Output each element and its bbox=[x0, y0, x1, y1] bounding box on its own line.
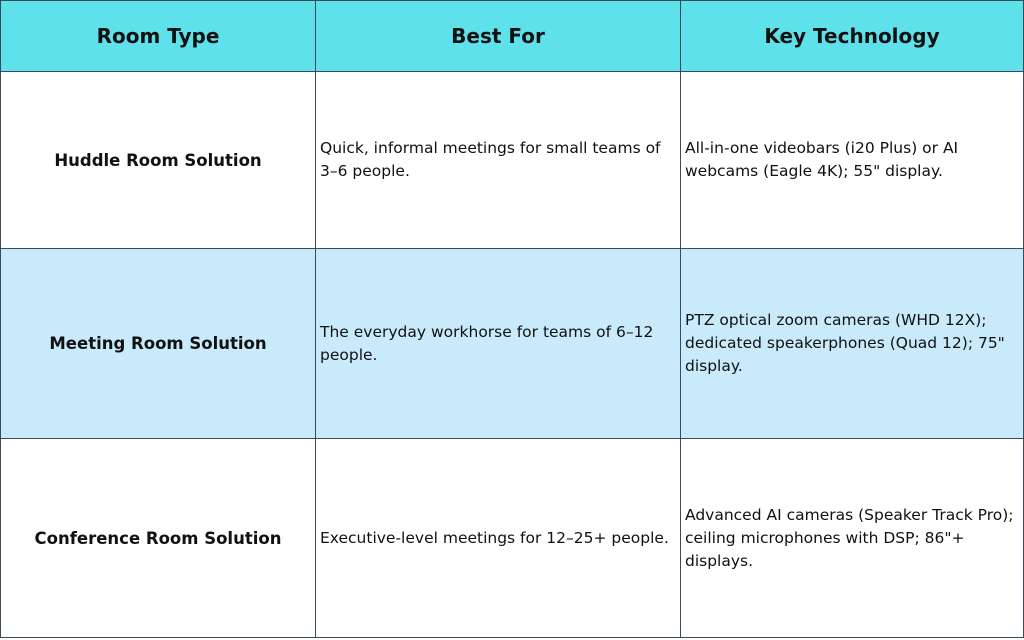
table-header bbox=[1, 1, 1024, 72]
best-for-cell: The everyday workhorse for teams of 6–12 people. bbox=[316, 249, 681, 439]
key-technology-cell: All-in-one videobars (i20 Plus) or AI webcams (Eagle 4K); 55" display. bbox=[681, 72, 1024, 249]
header-key-technology: Key Technology bbox=[681, 1, 1024, 72]
table-body bbox=[1, 72, 1024, 638]
room-type-cell: Huddle Room Solution bbox=[1, 72, 316, 249]
room-type-cell: Conference Room Solution bbox=[1, 439, 316, 638]
table-row bbox=[1, 72, 1024, 249]
key-technology-cell: Advanced AI cameras (Speaker Track Pro); ceiling microphones with DSP; 86"+ displays. bbox=[681, 439, 1024, 638]
key-technology-cell: PTZ optical zoom cameras (WHD 12X); dedicated speakerphones (Quad 12); 75" display. bbox=[681, 249, 1024, 439]
table-row bbox=[1, 249, 1024, 439]
room-type-cell: Meeting Room Solution bbox=[1, 249, 316, 439]
best-for-cell: Quick, informal meetings for small teams of 3–6 people. bbox=[316, 72, 681, 249]
best-for-cell: Executive-level meetings for 12–25+ people. bbox=[316, 439, 681, 638]
header-room-type: Room Type bbox=[1, 1, 316, 72]
table-row bbox=[1, 439, 1024, 638]
header-row bbox=[1, 1, 1024, 72]
header-best-for: Best For bbox=[316, 1, 681, 72]
